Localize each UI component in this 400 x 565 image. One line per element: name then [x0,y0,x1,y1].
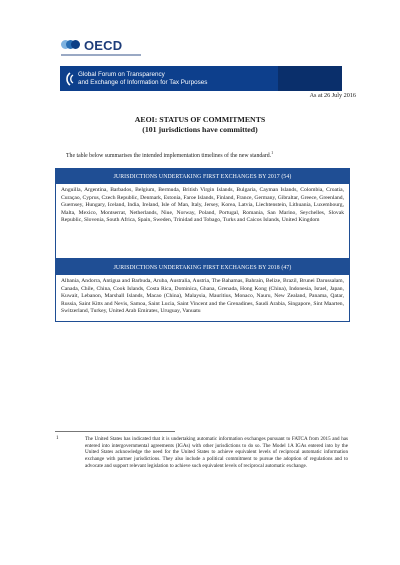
section-2017-heading: JURISDICTIONS UNDERTAKING FIRST EXCHANGES BY 2017 (54) [56,169,349,184]
oecd-logo [61,37,122,53]
banner-title [78,71,207,87]
logo-tagline-rule [61,54,141,56]
page-title [0,115,400,135]
global-forum-icon [60,66,78,91]
footnote-text: The United States has indicated that it is undertaking automatic information exchanges pursuant to FATCA from 2015 and has entered into intergovernmental agreements (IGAs) with other jurisdictions to do so. The Model 1A IGAs entered into by the United States acknowledge the need for the United States to achieve equivalent levels of reciprocal automatic information exchange with partner jurisdictions. They also include a political commitment to pursue the adoption of regulations and to advocate and support relevant legislation to achieve such equivalent levels of reciprocal automatic exchange. [85,436,348,469]
footnote-reference: 1 [271,150,274,155]
status-date: As at 26 July 2016 [309,92,356,99]
oecd-logo-text: OECD [84,37,123,53]
title-line-2: (101 jurisdictions have committed) [142,125,258,134]
intro-text: The table below summarises the intended implementation timelines of the new standard. [66,152,272,159]
title-line-1: AEOI: STATUS OF COMMITMENTS [134,115,266,124]
oecd-logo-icon [61,38,81,52]
footnote-number: 1 [56,436,59,441]
section-2018-heading: JURISDICTIONS UNDERTAKING FIRST EXCHANGES BY 2018 (47) [56,260,349,275]
intro-paragraph [66,150,273,159]
section-2017 [55,168,350,259]
banner-line-2: and Exchange of Information for Tax Purposes [78,78,208,86]
section-2017-list: Anguilla, Argentina, Barbados, Belgium, Bermuda, British Virgin Islands, Bulgaria, Cayman Islands, Colombia, Croatia, Curaçao, Cyprus, Czech Republic, Denmark, Estonia, Faroe Islands, Finland, France, Germany, Gibraltar, Greece, Greenland, Guernsey, Hungary, Iceland, India, Ireland, Isle of Man, Italy, Jersey, Korea, Latvia, Liechtenstein, Lithuania, Luxembourg, Malta, Mexico, Montserrat, Netherlands, Niue, Norway, Poland, Portugal, Romania, San Marino, Seychelles, Slovak Republic, Slovenia, South Africa, Spain, Sweden, Trinidad and Tobago, Turks and Caicos Islands, United Kingdom [61,187,344,224]
section-2018 [55,259,350,322]
footnote-divider [55,431,175,432]
banner-line-1: Global Forum on Transparency [78,70,165,78]
global-forum-banner [60,66,342,91]
banner-dark-panel [278,66,342,91]
section-2018-list: Albania, Andorra, Antigua and Barbuda, Aruba, Australia, Austria, The Bahamas, Bahrain, Belize, Brazil, Brunei Darussalam, Canada, Chile, China, Cook Islands, Costa Rica, Dominica, Ghana, Grenada, Hong Kong (China), Indonesia, Israel, Japan, Kuwait, Lebanon, Marshall Islands, Macao (China), Malaysia, Mauritius, Monaco, Nauru, New Zealand, Panama, Qatar, Russia, Saint Kitts and Nevis, Samoa, Saint Lucia, Saint Vincent and the Grenadines, Saudi Arabia, Singapore, Sint Maarten, Switzerland, Turkey, United Arab Emirates, Uruguay, Vanuatu [61,278,344,315]
